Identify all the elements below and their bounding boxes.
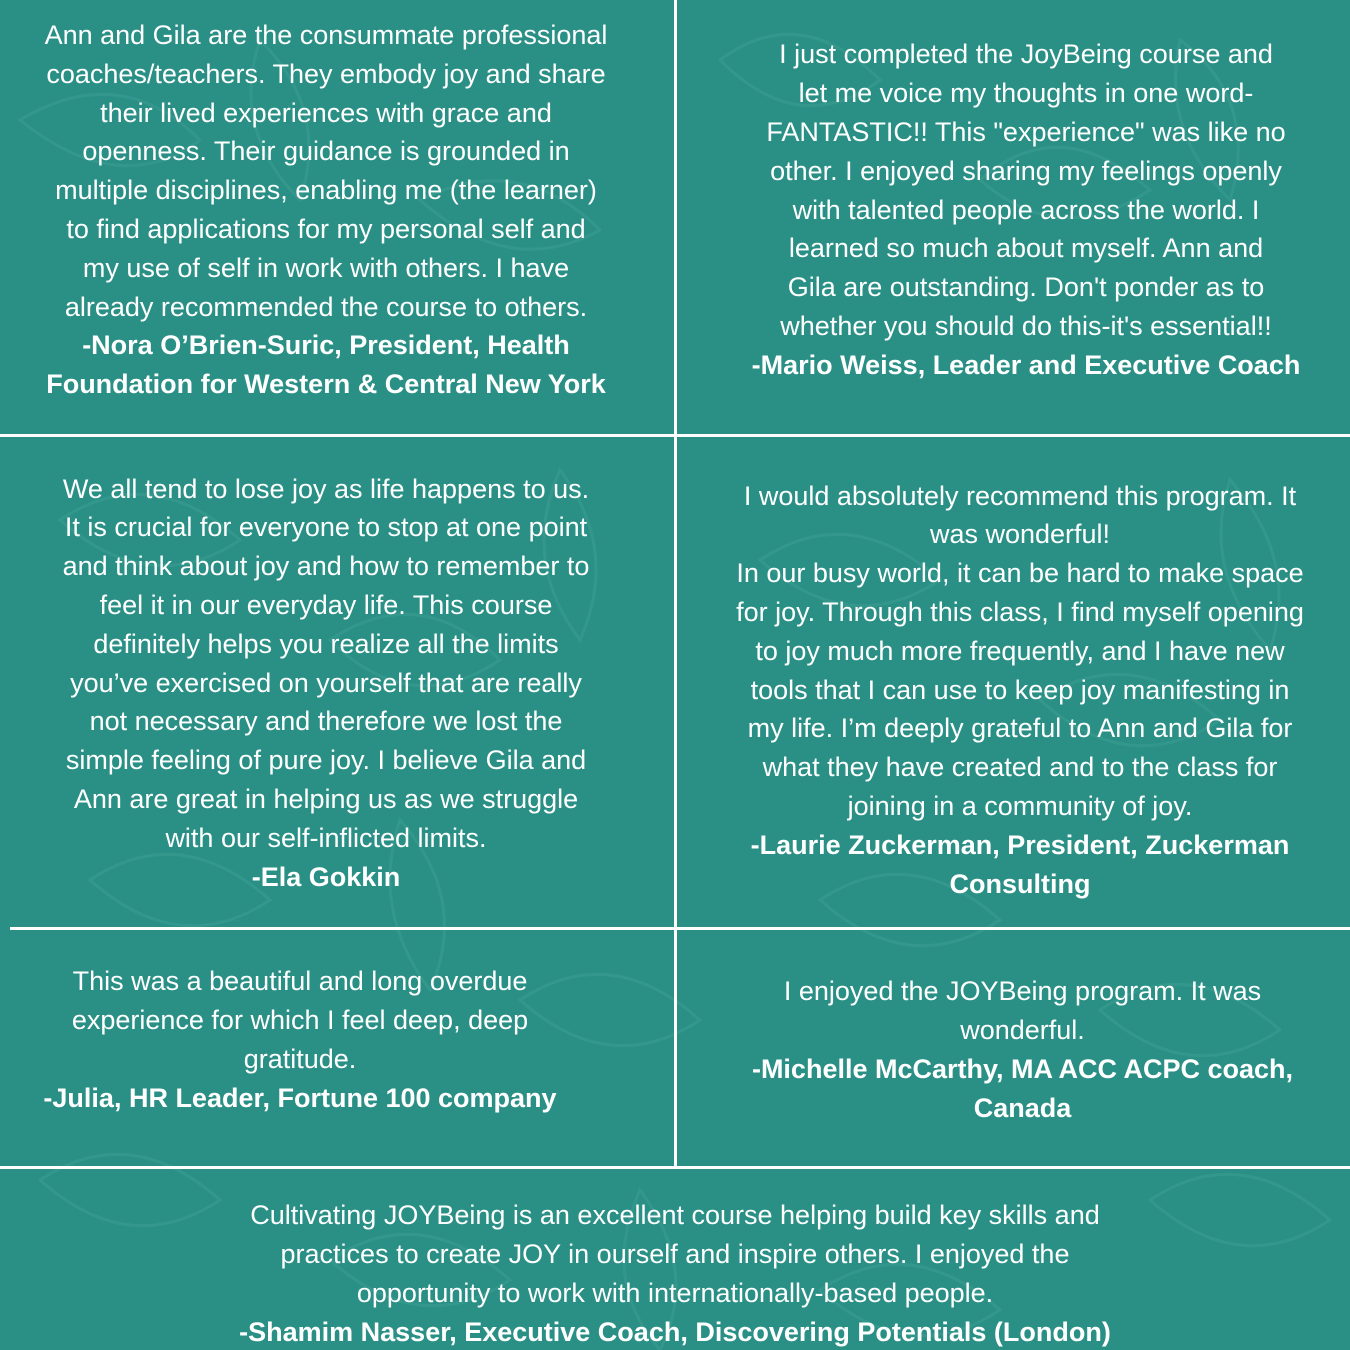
horizontal-divider-3 xyxy=(0,1166,1350,1169)
testimonial-author: -Michelle McCarthy, MA ACC ACPC coach, Canada xyxy=(751,1054,1294,1123)
testimonial-quote: We all tend to lose joy as life happens to us. It is crucial for everyone to stop at one point and think about joy and how to remember to feel it in our everyday life. This course definitely helps you realize all the limits you’ve exercised on yourself that are really not necessary and therefore we lost the simple feeling of pure joy. I believe Gila and Ann are great in helping us as we struggle with our self-inflicted limits. xyxy=(62,473,590,853)
testimonial-card-5 xyxy=(0,960,600,1120)
testimonial-card-3 xyxy=(0,470,652,896)
vertical-divider xyxy=(674,0,677,1168)
testimonial-card-7 xyxy=(0,1196,1350,1350)
testimonial-author: -Julia, HR Leader, Fortune 100 company xyxy=(43,1082,557,1113)
testimonial-author: -Ela Gokkin xyxy=(251,861,401,892)
horizontal-divider-2 xyxy=(10,927,1350,930)
testimonial-quote: I enjoyed the JOYBeing program. It was wonderful. xyxy=(783,976,1262,1046)
testimonial-quote: This was a beautiful and long overdue experience for which I feel deep, deep gratitude. xyxy=(71,966,529,1074)
testimonial-author: -Laurie Zuckerman, President, Zuckerman Consulting xyxy=(750,829,1290,899)
testimonial-author: -Nora O’Brien-Suric, President, Health Foundation for Western & Central New York xyxy=(46,330,606,400)
testimonial-card-1 xyxy=(0,16,652,404)
horizontal-divider-1 xyxy=(0,434,1350,437)
testimonial-card-2 xyxy=(680,36,1350,384)
testimonial-quote: I would absolutely recommend this program. It was wonderful! In our busy world, it can be hard to make space for joy. Through this class, I find myself opening to joy much more frequently, and I have new tools that I can use to keep joy manifesting in my life. I’m deeply grateful to Ann and Gila for what they have created and to the class for joining in a community of joy. xyxy=(736,480,1304,821)
testimonial-author: -Shamim Nasser, Executive Coach, Discovering Potentials (London) xyxy=(239,1316,1111,1347)
testimonial-quote: Ann and Gila are the consummate professional coaches/teachers. They embody joy and share their lived experiences with grace and openness. Their guidance is grounded in multiple disciplines, enabling me (the learner) to find applications for my personal self and my use of self in work with others. I have already recommended the course to others. xyxy=(44,20,608,322)
testimonial-author: -Mario Weiss, Leader and Executive Coach xyxy=(751,349,1301,380)
testimonial-card-4 xyxy=(690,477,1350,903)
testimonial-card-6 xyxy=(690,972,1350,1128)
testimonial-quote: Cultivating JOYBeing is an excellent course helping build key skills and practices to create JOY in ourself and inspire others. I enjoyed the opportunity to work with internationally-based people. xyxy=(250,1200,1100,1308)
testimonial-quote: I just completed the JoyBeing course and let me voice my thoughts in one word- FANTASTIC!! This "experience" was like no other. I enjoyed sharing my feelings openly with talented people across the world. I learned so much about myself. Ann and Gila are outstanding. Don't ponder as to whether you should do this-it's essential!! xyxy=(766,39,1286,341)
